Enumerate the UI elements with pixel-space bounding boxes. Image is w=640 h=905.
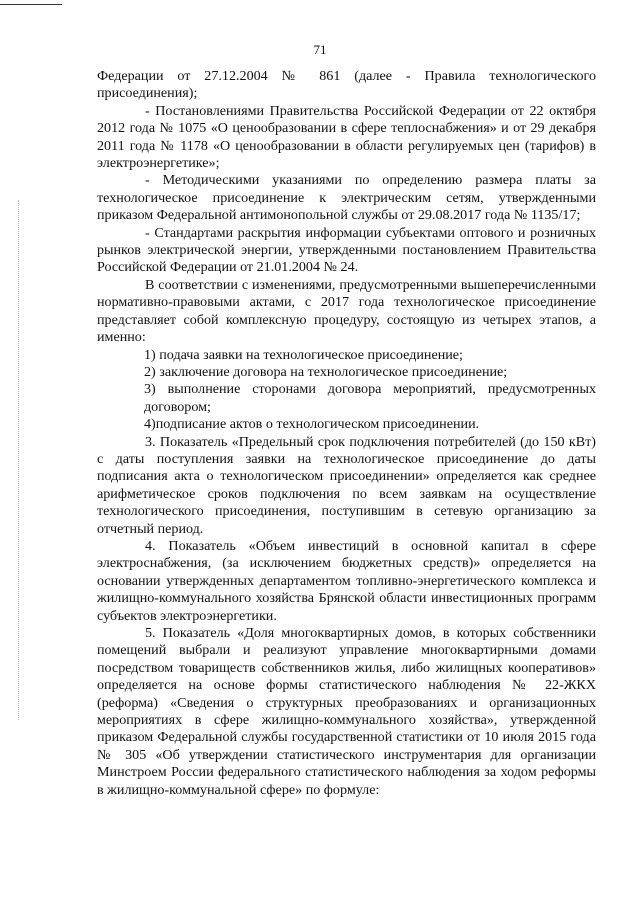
paragraph-indicator-4: 4. Показатель «Объем инвестиций в основной капитал в сфере электроснабжения, (за исключением бюджетных средств)» определяется на основании утвержденных департаментом топливно-энергетического комплекса и жилищно-коммунального хозяйства Брянской области инвестиционных программ субъектов электроэнергетики. — [97, 537, 596, 624]
page-number: 71 — [313, 42, 327, 57]
paragraph-procedure-intro: В соответствии с изменениями, предусмотренными вышеперечисленными нормативно-правовыми актами, с 2017 года технологическое присоединение представляет собой комплексную процедуру, состоящую из четырех этапов, а именно: — [97, 276, 596, 346]
paragraph-indicator-3: 3. Показатель «Предельный срок подключения потребителей (до 150 кВт) с даты поступления заявки на технологическое присоединение до даты подписания акта о технологическом присоединении» определяется как среднее арифметическое сроков подключения по всем заявкам на осуществление технологического присоединения, поступившим в сетевую организацию за отчетный период. — [97, 433, 596, 537]
list-item-stage-4: 4)подписание актов о технологическом присоединении. — [144, 416, 480, 433]
paragraph-disclosure-standards: - Стандартами раскрытия информации субъектами оптового и розничных рынков электрической энергии, утвержденными постановлением Правительства Российской Федерации от 21.01.2004 № 24. — [97, 224, 596, 276]
paragraph-indicator-5: 5. Показатель «Доля многоквартирных домов, в которых собственники помещений выбрали и реализуют управление многоквартирными домами посредством товариществ собственников жилья, либо жилищных кооперативов» определяется на основе формы статистического наблюдения № 22-ЖКХ (реформа) «Сведения о структурных преобразованиях и организационных мероприятиях в сфере жилищно-коммунального хозяйства», утвержденной приказом Федеральной службы государственной статистики от 10 июля 2015 года № 305 «Об утверждении статистического инструментария для организации Минстроем России федерального статистического наблюдения за ходом реформы в жилищно-коммунальной сфере» по формуле: — [97, 625, 596, 798]
document-body — [97, 68, 596, 799]
paragraph-methodical-guidelines: - Методическими указаниями по определению размера платы за технологическое присоединение к электрическим сетям, утвержденными приказом Федеральной антимонопольной службы от 29.08.2017 года № 1135/17; — [97, 172, 596, 224]
list-item-stage-2: 2) заключение договора на технологическое присоединение; — [144, 363, 508, 380]
list-item-stage-3: 3) выполнение сторонами договора мероприятий, предусмотренных договором; — [144, 381, 596, 415]
binding-margin-marks — [18, 200, 19, 720]
top-rule-line — [0, 4, 62, 5]
paragraph-government-decrees: - Постановлениями Правительства Российской Федерации от 22 октября 2012 года № 1075 «О ценообразовании в сфере теплоснабжения» и от 29 декабря 2011 года № 1178 «О ценообразовании в области регулируемых цен (тарифов) в электроэнергетике»; — [97, 102, 596, 172]
paragraph-rules-continuation: Федерации от 27.12.2004 № 861 (далее - Правила технологического присоединения); — [97, 68, 596, 102]
list-item-stage-1: 1) подача заявки на технологическое присоединение; — [144, 346, 463, 363]
